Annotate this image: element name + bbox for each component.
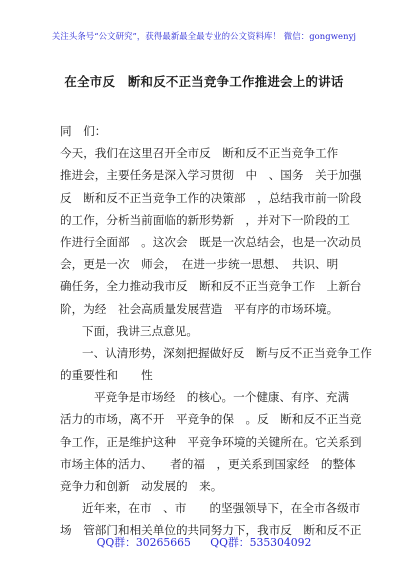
body-line: 反 断和反不正当竞争工作的决策部 ，总结我市前一阶段 — [60, 190, 362, 205]
body-line: 会，更是一次 师会， 在进一步统一思想、 共识、明 — [60, 257, 339, 272]
body-line: 阶，为经 社会高质量发展营造 平有序的市场环境。 — [60, 301, 339, 316]
body-line: 市场主体的活力、 者的福 ，更关系到国家经 的整体 — [60, 456, 356, 471]
body-line: 场 管部门和相关单位的共同努力下，我市反 断和反不正 — [60, 523, 362, 538]
footer-contacts — [0, 535, 408, 550]
salutation: 同 们： — [60, 124, 107, 138]
body-line: 今天，我们在这里召开全市反 断和反不正当竞争工作 — [60, 146, 339, 161]
body-line: 确任务，全力推动我市反 断和反不正当竞争工作 上新台 — [60, 279, 362, 294]
body-line: 竞争力和创新 动发展的 来。 — [60, 479, 223, 493]
section-heading: 一、认清形势，深刻把握做好反 断与反不正当竞争工作 — [82, 345, 372, 360]
section-heading-cont: 的重要性和 性 — [60, 368, 153, 383]
body-line: 活力的市场，离不开 平竞争的保 。反 断和反不正当竞 — [60, 412, 362, 427]
body-line: 近年来，在市 、市 的坚强领导下，在全市各级市 — [82, 501, 361, 516]
body-line: 下面，我讲三点意见。 — [82, 323, 198, 338]
footer-qq-group-1: QQ群：30265665 — [96, 536, 191, 549]
body-line: 争工作，正是维护这种 平竞争环境的关键所在。它关系到 — [60, 434, 362, 449]
body-line: 平竞争是市场经 的核心。一个健康、有序、充满 — [94, 390, 350, 405]
header-note: 关注头条号“公文研究”，获得最新最全最专业的公文资料库！ 微信：gongwenyj — [51, 31, 357, 41]
body-line: 的工作，分析当前面临的新形势新 ，并对下一阶段的工 — [60, 212, 350, 227]
footer-qq-group-2: QQ群：535304092 — [210, 536, 312, 549]
body-line: 推进会，主要任务是深入学习贯彻 中 、国务 关于加强 — [60, 168, 362, 183]
body-line: 作进行全面部 。这次会 既是一次总结会，也是一次动员 — [60, 234, 362, 249]
document-title: 在全市反 断和反不正当竞争工作推进会上的讲话 — [64, 74, 344, 89]
document-body — [60, 120, 372, 542]
